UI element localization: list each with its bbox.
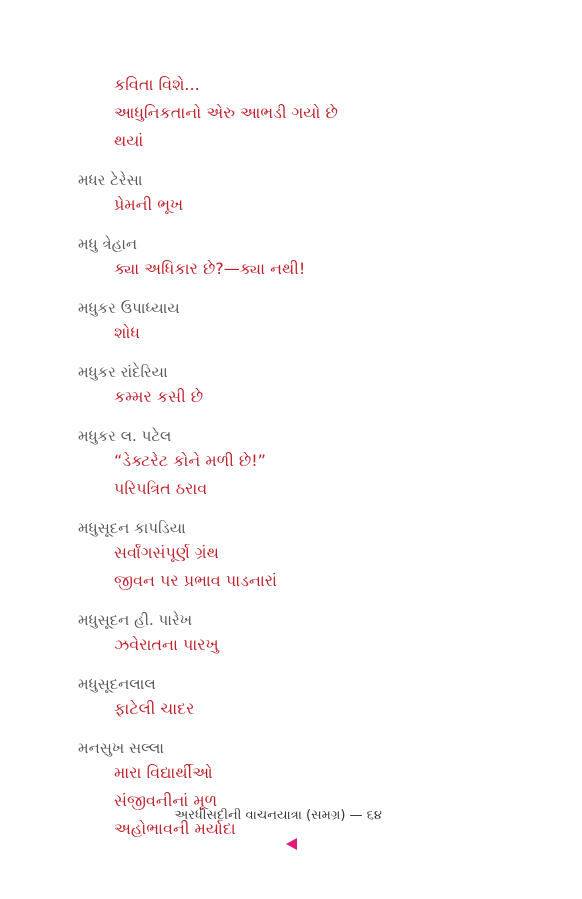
author-name: મધર ટેરેસા: [78, 171, 143, 189]
article-title[interactable]: સંજીવનીનાં મૂળ: [114, 791, 218, 810]
article-title[interactable]: કમ્મર કસી છે: [114, 387, 204, 406]
article-title[interactable]: “ડેક્ટરેટ કોને મળી છે!”: [114, 451, 266, 470]
author-name: મધુસૂદનલાલ: [78, 675, 156, 693]
author-name: મધુસૂદન હી. પારેખ: [78, 611, 193, 629]
article-title[interactable]: અહોભાવની મર્યાદા: [114, 819, 236, 838]
index-entry: [78, 362, 538, 414]
page-footer: અરધીસદીની વાચનયાત્રા (સમગ્ર) — ૬૪: [174, 808, 382, 823]
author-name: મધુકર લ. પટેલ: [78, 427, 172, 445]
article-title[interactable]: સર્વાંગસંપૂર્ણ ગ્રંથ: [114, 543, 219, 562]
index-entry: [78, 234, 538, 286]
index-entry: [78, 610, 538, 662]
index-entry: [78, 674, 538, 726]
author-name: મનસુખ સલ્લા: [78, 739, 164, 757]
index-entry: [78, 738, 538, 846]
author-name: મધુકર રાંદેરિયા: [78, 363, 168, 381]
article-title[interactable]: થયાં: [114, 131, 144, 150]
index-entry: [78, 298, 538, 350]
author-name: મધુ ત્રેહાન: [78, 235, 138, 253]
article-title[interactable]: ઝવેરાતના પારખુ: [114, 635, 219, 654]
author-name: મધુકર ઉપાધ્યાય: [78, 299, 180, 317]
previous-page-icon[interactable]: [286, 838, 297, 850]
index-entry: [78, 518, 538, 598]
author-name: મધુસૂદન કાપડિયા: [78, 519, 186, 537]
index-entry: [78, 74, 538, 158]
article-title[interactable]: જીવન પર પ્રભાવ પાડનારાં: [114, 571, 277, 590]
article-title[interactable]: ફાટેલી ચાદર: [114, 699, 195, 718]
article-title[interactable]: મારા વિદ્યાર્થીઓ: [114, 763, 213, 782]
article-title[interactable]: પરિપત્રિત ઠરાવ: [114, 479, 208, 498]
author-index: [78, 74, 538, 858]
index-entry: [78, 170, 538, 222]
article-title[interactable]: શોધ: [114, 323, 140, 342]
article-title[interactable]: આધુનિકતાનો એરુ આભડી ગયો છે: [114, 103, 338, 122]
article-title[interactable]: કવિતા વિશે...: [114, 75, 200, 94]
article-title[interactable]: પ્રેમની ભૂખ: [114, 195, 184, 214]
article-title[interactable]: ક્યા અધિકાર છે?—ક્યા નથી!: [114, 259, 306, 278]
index-entry: [78, 426, 538, 506]
